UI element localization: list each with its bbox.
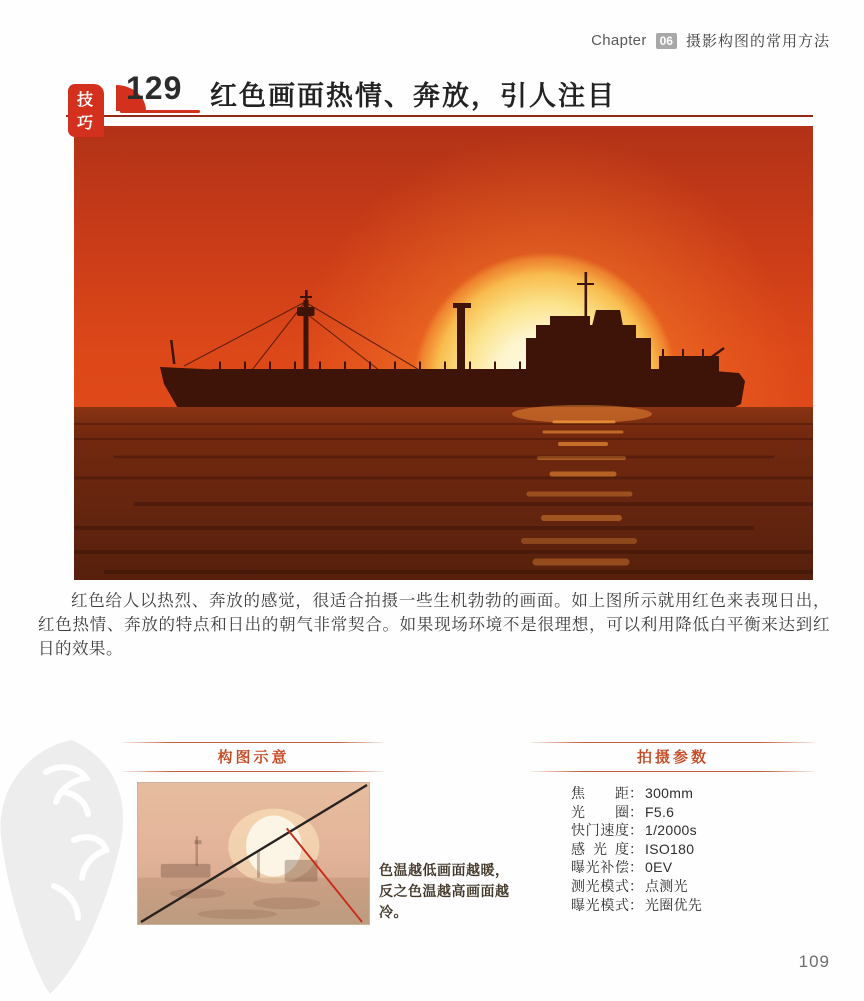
param-value: 0EV	[645, 859, 673, 876]
param-label: 曝光补偿	[571, 859, 629, 876]
param-value: 光圈优先	[645, 896, 703, 913]
watermark-stamp	[0, 736, 154, 1001]
param-label: 焦距	[571, 785, 629, 801]
param-value: 1/2000s	[645, 822, 697, 839]
sunset-tanker-photo	[74, 126, 813, 580]
composition-diagram	[137, 782, 370, 925]
technique-badge: 技巧	[68, 84, 104, 137]
chapter-title: 摄影构图的常用方法	[685, 33, 830, 50]
technique-number: 129	[126, 70, 183, 106]
technique-title: 红色画面热情、奔放，引人注目	[210, 81, 616, 111]
param-value: F5.6	[645, 803, 675, 820]
header-rule-bottom	[531, 771, 815, 772]
param-row-focal-length	[571, 784, 801, 803]
param-row-metering-mode	[571, 877, 801, 896]
param-value: 300mm	[645, 785, 694, 801]
param-value: ISO180	[645, 840, 695, 857]
param-label: 光圈	[571, 803, 629, 820]
sunset-photo-graphic	[74, 126, 813, 580]
parameters-list	[571, 784, 801, 914]
parameters-section-header	[531, 742, 815, 772]
param-colon: ：	[629, 877, 643, 894]
chapter-header	[591, 30, 830, 51]
header-rule-top	[531, 742, 815, 743]
chapter-number-badge: 06	[656, 33, 677, 49]
param-colon: ：	[629, 785, 643, 801]
param-colon: ：	[629, 840, 643, 857]
param-label: 感光度	[571, 840, 629, 857]
title-rule	[66, 115, 813, 117]
page-number: 109	[798, 952, 830, 971]
param-label: 测光模式	[571, 877, 629, 894]
diagram-caption: 色温越低画面越暖，反之色温越高画面越冷。	[379, 862, 510, 920]
param-row-aperture	[571, 803, 801, 822]
param-colon: ：	[629, 803, 643, 820]
header-rule-top	[123, 742, 384, 743]
param-colon: ：	[629, 822, 643, 839]
header-rule-bottom	[123, 771, 384, 772]
param-colon: ：	[629, 896, 643, 913]
param-value: 点测光	[645, 877, 688, 894]
body-paragraph: 红色给人以热烈、奔放的感觉，很适合拍摄一些生机勃勃的画面。如上图所示就用红色来表现日出，红色热情、奔放的特点和日出的朝气非常契合。如果现场环境不是很理想，可以利用降低白平衡来达到红日的效果。	[38, 592, 830, 658]
param-row-iso	[571, 840, 801, 859]
param-row-exposure-mode	[571, 896, 801, 915]
param-row-shutter-speed	[571, 821, 801, 840]
composition-section-header	[123, 742, 384, 772]
composition-header-title: 构图示意	[217, 748, 290, 766]
param-row-exposure-compensation	[571, 858, 801, 877]
param-label: 曝光模式	[571, 896, 629, 913]
parameters-header-title: 拍摄参数	[636, 748, 709, 766]
param-label: 快门速度	[571, 822, 629, 839]
composition-diagram-graphic	[138, 783, 369, 924]
chapter-label: Chapter	[591, 32, 647, 49]
param-colon: ：	[629, 859, 643, 876]
